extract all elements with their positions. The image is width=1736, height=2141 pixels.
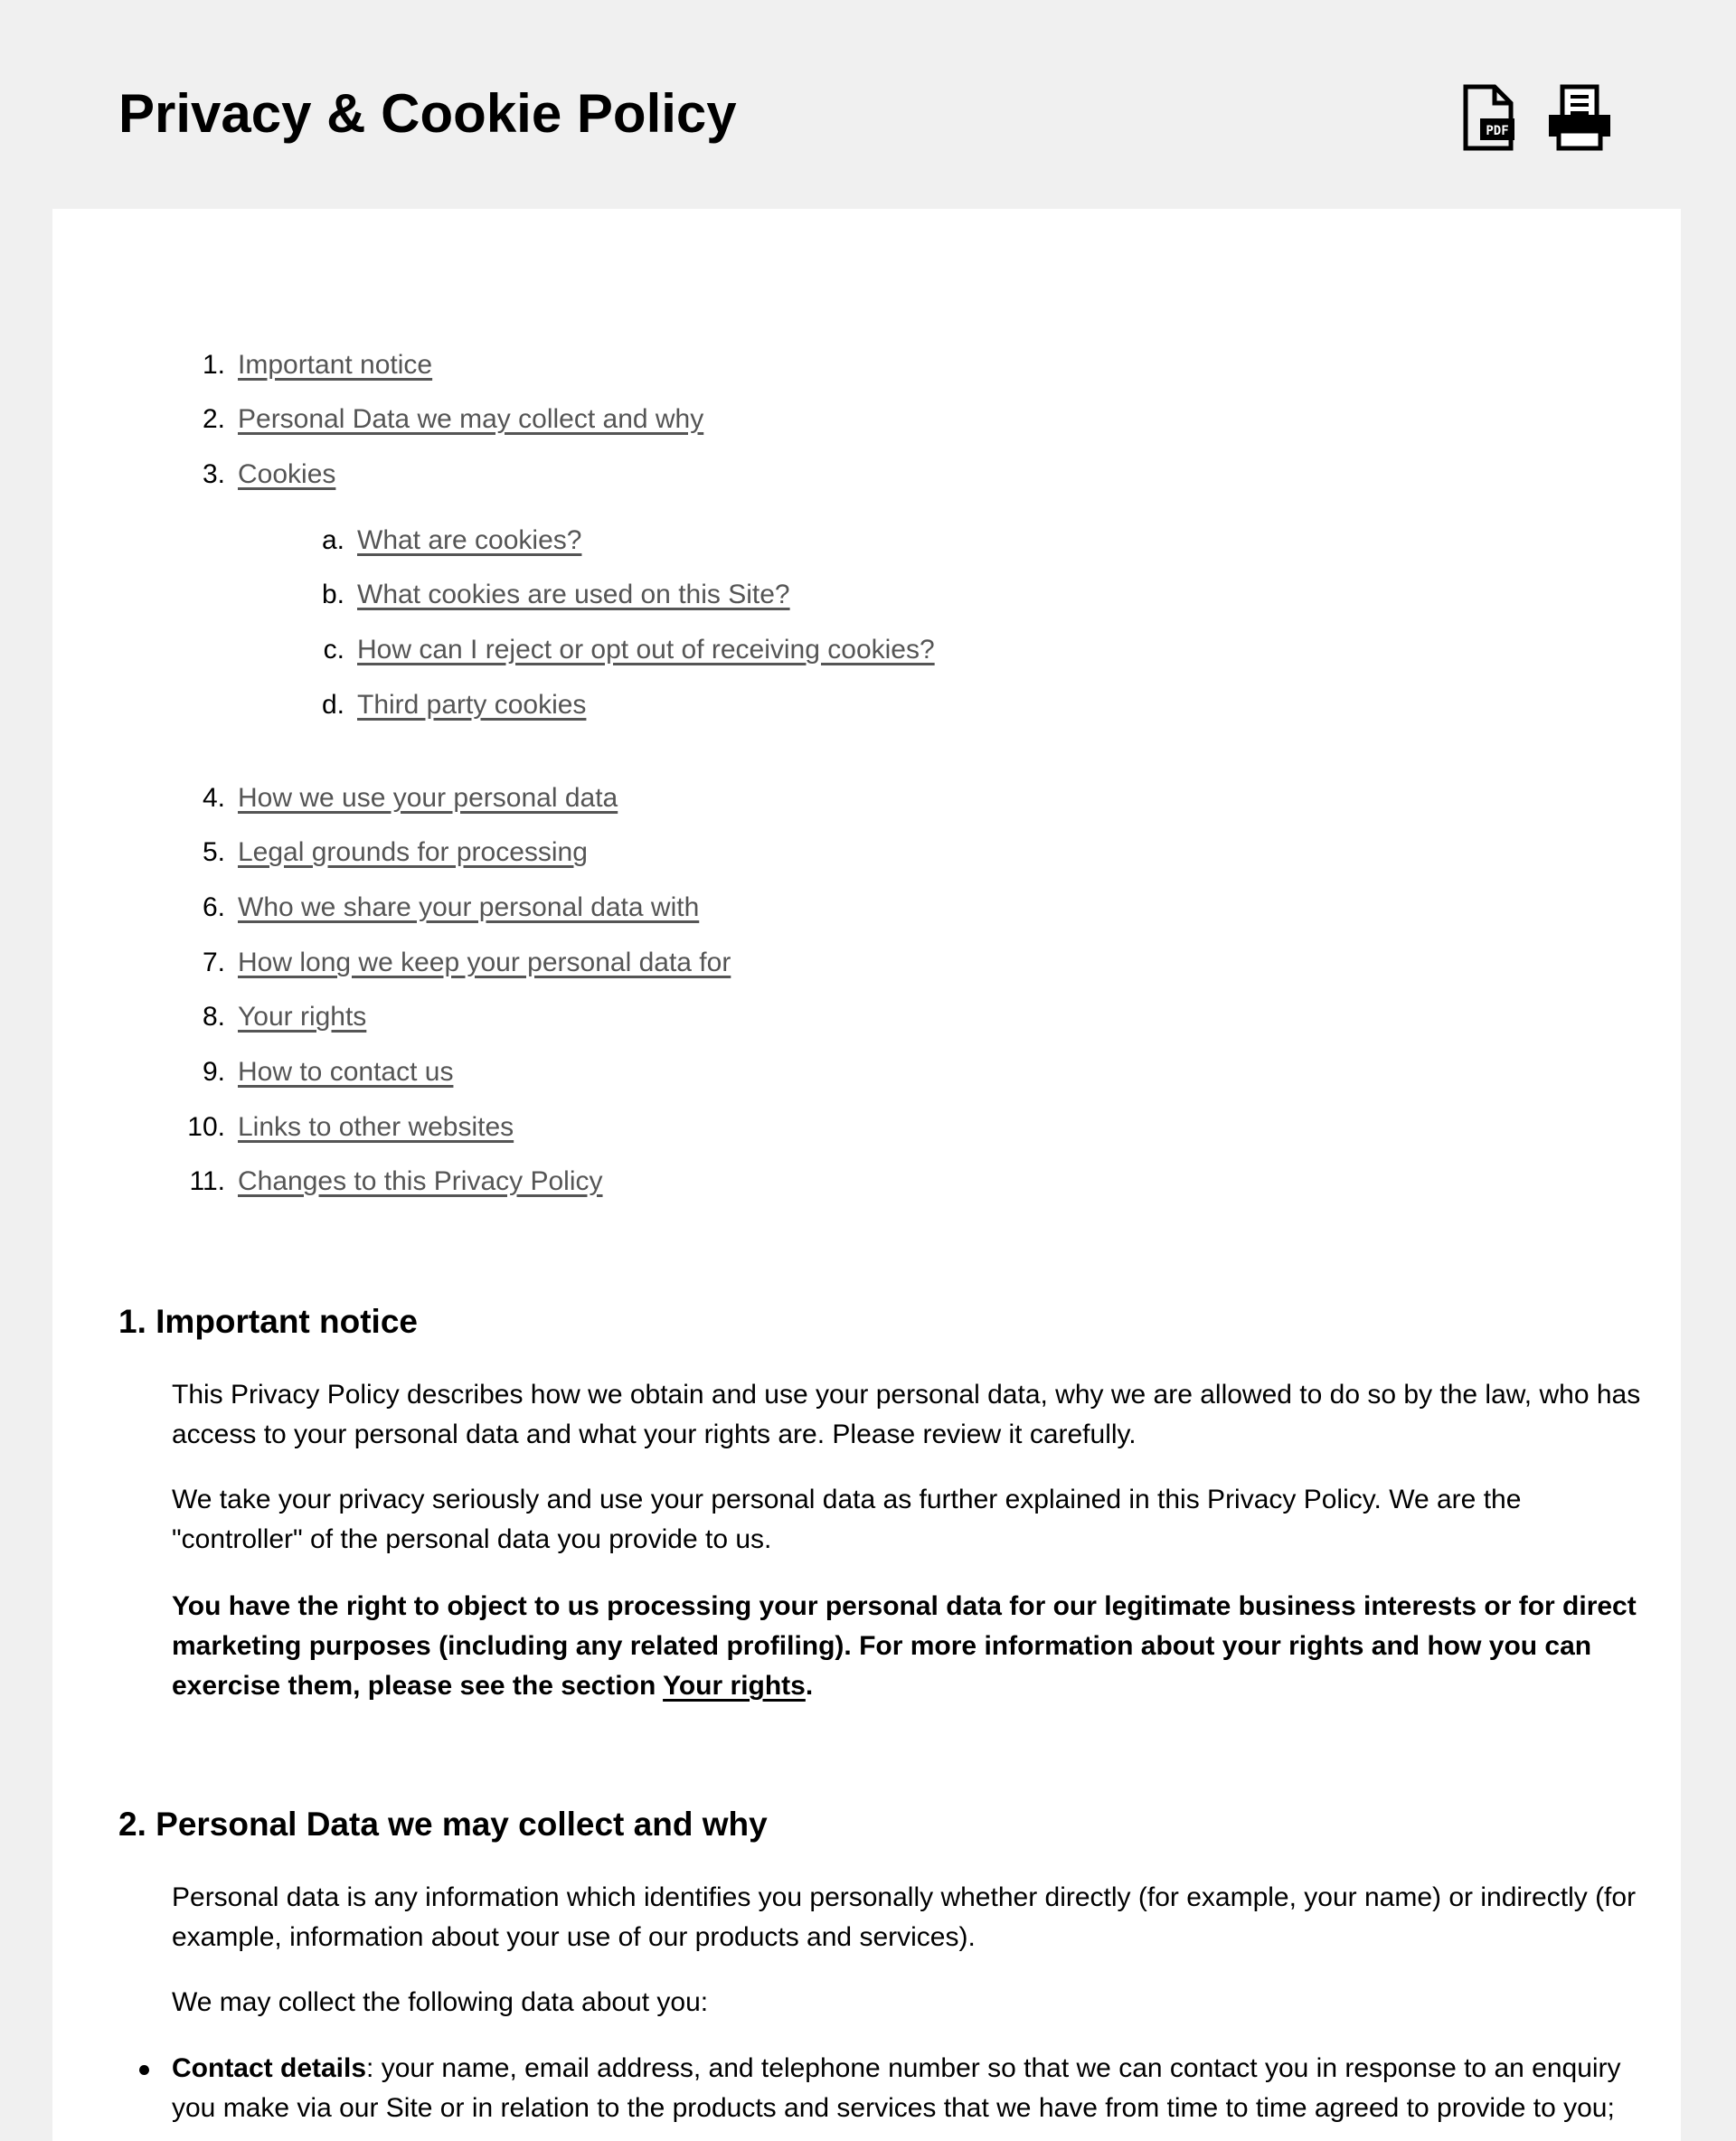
toc-item: [202, 401, 704, 438]
toc-link-changes[interactable]: Changes to this Privacy Policy: [238, 1166, 603, 1196]
toc-item: [202, 1054, 454, 1090]
toc-item: [187, 1109, 514, 1146]
section1-paragraph-1: This Privacy Policy describes how we obtain and use your personal data, why we are allowed to do so by the law, who has access to your personal data and what your rights are. Please review it carefully.: [172, 1380, 1641, 1449]
toc-link-contact-us[interactable]: How to contact us: [238, 1057, 454, 1087]
toc-link-legal-grounds[interactable]: Legal grounds for processing: [238, 837, 588, 867]
toc-item: [202, 890, 700, 926]
section-heading-important-notice: 1. Important notice: [118, 1303, 418, 1340]
toc-item: [202, 780, 618, 816]
toc-number: 8.: [202, 1002, 225, 1032]
toc-number: 9.: [202, 1057, 225, 1087]
toc-link-who-we-share[interactable]: Who we share your personal data with: [238, 892, 700, 922]
policy-content: [52, 209, 1681, 2141]
toc-link-what-are-cookies[interactable]: What are cookies?: [357, 525, 582, 555]
section1-paragraph-2: We take your privacy seriously and use your personal data as further explained in this Privacy Policy. We are the "controller" of the personal data you provide to us.: [172, 1485, 1522, 1554]
toc-subitem: [321, 577, 790, 613]
toc-link-cookies-used[interactable]: What cookies are used on this Site?: [357, 580, 790, 609]
section2-paragraph-1: Personal data is any information which identifies you personally whether directly (for example, your name) or indirectly (for example, information about your use of our products and services).: [172, 1882, 1637, 1952]
toc-number: 2.: [202, 404, 225, 434]
bullet-text: : your name, email address, and telephone number so that we can contact you in response to an enquiry you make via our Site or in relation to the products and services that we have from time to time agreed to provide to you;: [172, 2053, 1621, 2123]
toc-subitem: [323, 632, 935, 668]
toc-number: 11.: [189, 1166, 225, 1196]
section2-paragraph-2: We may collect the following data about you:: [172, 1987, 709, 2017]
toc-link-how-long[interactable]: How long we keep your personal data for: [238, 948, 731, 977]
toc-number: 10.: [187, 1112, 225, 1142]
printer-icon: [1547, 84, 1612, 151]
toc-item: [202, 347, 433, 383]
bullet-contact-details: [172, 2049, 1655, 2128]
toc-number: b.: [321, 580, 344, 609]
print-button[interactable]: [1547, 84, 1612, 151]
toc-link-how-we-use[interactable]: How we use your personal data: [238, 783, 618, 813]
toc-link-reject-cookies[interactable]: How can I reject or opt out of receiving cookies?: [357, 635, 935, 665]
page-header: [0, 0, 1736, 209]
bullet-label: Contact details: [172, 2053, 367, 2083]
toc-subitem: [321, 687, 587, 723]
toc-item: [202, 945, 731, 981]
toc-link-personal-data[interactable]: Personal Data we may collect and why: [238, 404, 704, 434]
toc-item: [202, 999, 367, 1035]
toc-item: [202, 835, 588, 871]
toc-number: 6.: [202, 892, 225, 922]
toc-link-third-party-cookies[interactable]: Third party cookies: [357, 690, 587, 720]
toc-number: d.: [321, 690, 344, 720]
section1-paragraph-3: [172, 1587, 1655, 1706]
toc-link-cookies[interactable]: Cookies: [238, 459, 336, 489]
toc-link-other-websites[interactable]: Links to other websites: [238, 1112, 514, 1142]
your-rights-link[interactable]: Your rights: [663, 1671, 806, 1701]
toc-number: 3.: [202, 459, 225, 489]
toc-link-your-rights[interactable]: Your rights: [238, 1002, 367, 1032]
bullet-point: [139, 2065, 149, 2075]
section1-period: .: [805, 1671, 814, 1701]
toc-number: 1.: [202, 350, 225, 380]
toc-item: [202, 457, 336, 493]
toc-number: 5.: [202, 837, 225, 867]
toc-number: 4.: [202, 783, 225, 813]
toc-item: [189, 1164, 603, 1200]
pdf-label: PDF: [1486, 124, 1509, 138]
toc-number: c.: [323, 635, 344, 665]
toc-number: a.: [321, 525, 344, 555]
toc-number: 7.: [202, 948, 225, 977]
toc-link-important-notice[interactable]: Important notice: [238, 350, 433, 380]
pdf-file-icon: [1462, 84, 1514, 151]
section1-objection-text: You have the right to object to us processing your personal data for our legitimate business interests or for direct marketing purposes (including any related profiling). For more information about your rights and how you can exercise them, please see the section: [172, 1591, 1637, 1701]
page-title: Privacy & Cookie Policy: [118, 83, 737, 144]
pdf-download-button[interactable]: [1462, 84, 1514, 151]
toc-subitem: [321, 523, 582, 559]
section-heading-personal-data: 2. Personal Data we may collect and why: [118, 1806, 768, 1843]
